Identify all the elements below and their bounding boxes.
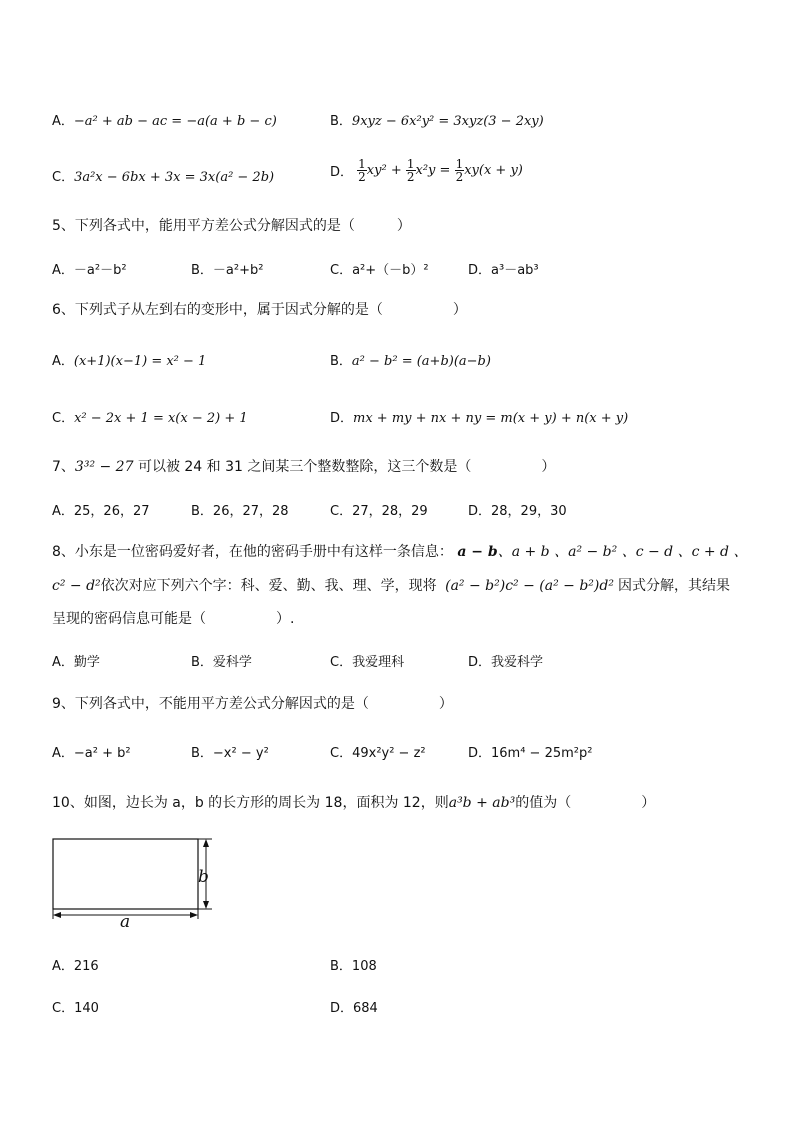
label-a: a <box>120 912 131 931</box>
q4-option-d: D． $\frac{1}{2}$ xy² + $\frac{1}{2}$ x²y = $\frac{1}{2}$ xy(x + y) <box>330 157 523 184</box>
q9-option-d: D．16m⁴ − 25m²p² <box>468 746 593 761</box>
fraction-half: $\frac{1}{2}$ <box>406 157 415 184</box>
q9-option-c: C．49x²y² − z² <box>330 746 426 761</box>
q10-option-a: A．216 <box>52 959 99 974</box>
q6-option-c: C．x² − 2x + 1 = x(x − 2) + 1 <box>52 411 248 426</box>
q5-option-b: B．－a²+b² <box>191 263 264 278</box>
q5-option-a: A．－a²－b² <box>52 263 127 278</box>
q5-option-c: C．a²+（－b）² <box>330 263 429 278</box>
q4-option-b: B．9xyz − 6x²y² = 3xyz(3 − 2xy) <box>330 114 544 129</box>
q6-option-b: B．a² − b² = (a+b)(a−b) <box>330 354 491 369</box>
q8-option-c: C．我爱理科 <box>330 655 405 670</box>
q7-option-c: C．27，28，29 <box>330 504 428 519</box>
q9-option-a: A．−a² + b² <box>52 746 131 761</box>
q5-stem: 5、下列各式中，能用平方差公式分解因式的是（ ） <box>52 218 411 234</box>
q7-option-d: D．28，29，30 <box>468 504 567 519</box>
q9-option-b: B．−x² − y² <box>191 746 269 761</box>
q7-option-a: A．25，26，27 <box>52 504 150 519</box>
label-b: b <box>198 867 209 887</box>
q10-option-c: C．140 <box>52 1001 99 1016</box>
q8-stem-line1: 8、小东是一位密码爱好者，在他的密码手册中有这样一条信息： a − b、a + b 、a² − b² 、c − d 、c + d 、 <box>52 544 748 560</box>
q6-stem: 6、下列式子从左到右的变形中，属于因式分解的是（ ） <box>52 302 467 318</box>
q10-option-b: B．108 <box>330 959 377 974</box>
q6-option-d: D．mx + my + nx + ny = m(x + y) + n(x + y) <box>330 411 629 426</box>
q10-stem: 10、如图，边长为 a，b 的长方形的周长为 18，面积为 12，则a³b + ab³的值为（ ） <box>52 795 656 811</box>
q7-stem: 7、3³² − 27 可以被 24 和 31 之间某三个整数整除，这三个数是（ ） <box>52 459 556 475</box>
q7-option-b: B．26，27，28 <box>191 504 289 519</box>
q8-option-b: B．爱科学 <box>191 655 252 670</box>
fraction-half: $\frac{1}{2}$ <box>358 157 366 184</box>
q8-option-a: A．勤学 <box>52 655 100 670</box>
rectangle-figure <box>50 836 220 931</box>
q10-option-d: D．684 <box>330 1001 378 1016</box>
fraction-half: $\frac{1}{2}$ <box>455 157 464 184</box>
q6-option-a: A．(x+1)(x−1) = x² − 1 <box>52 354 207 369</box>
q8-option-d: D．我爱科学 <box>468 655 544 670</box>
q4-option-c: C．3a²x − 6bx + 3x = 3x(a² − 2b) <box>52 170 275 185</box>
q8-stem-line3: 呈现的密码信息可能是（ ）. <box>52 611 295 627</box>
q4-option-a: A．−a² + ab − ac = −a(a + b − c) <box>52 114 277 129</box>
q9-stem: 9、下列各式中，不能用平方差公式分解因式的是（ ） <box>52 696 453 712</box>
q5-option-d: D．a³－ab³ <box>468 263 539 278</box>
rectangle <box>53 839 198 909</box>
q8-stem-line2: c² − d²依次对应下列六个字：科、爱、勤、我、理、学，现将 (a² − b²)c² − (a² − b²)d² 因式分解，其结果 <box>52 578 730 594</box>
